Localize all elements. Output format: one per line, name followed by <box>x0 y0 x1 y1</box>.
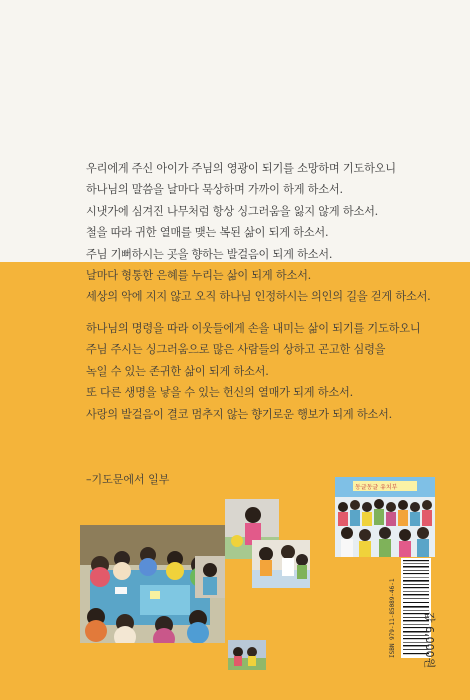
kids-outdoor-photo <box>228 640 266 670</box>
children-crafts-photo <box>252 540 310 588</box>
prayer-credit: –기도문에서 일부 <box>86 473 170 486</box>
price-label: 값 6,000원 <box>423 612 436 669</box>
prayer-line: 하나님의 말씀을 날마다 묵상하며 가까이 하게 하소서. <box>86 183 343 197</box>
prayer-line: 주님 기뻐하시는 곳을 향하는 발걸음이 되게 하소서. <box>86 247 333 261</box>
prayer-paragraph-1 <box>86 158 431 308</box>
group-photo-banner: 동글동글 유치부 <box>355 484 398 491</box>
prayer-paragraph-2 <box>86 318 420 425</box>
prayer-line: 하나님의 명령을 따라 이웃들에게 손을 내미는 삶이 되기를 기도하오니 <box>86 322 421 335</box>
isbn-number: ISBN 979-11-85089-46-1 <box>389 578 396 658</box>
kids-closeup-photo <box>195 556 225 598</box>
prayer-line: 주님 주시는 싱그러움으로 많은 사람들의 상하고 곤고한 심령을 <box>86 343 386 357</box>
prayer-line: 우리에게 주신 아이가 주님의 영광이 되기를 소망하며 기도하오니 <box>86 162 396 175</box>
prayer-line: 시냇가에 심겨진 나무처럼 항상 싱그러움을 잃지 않게 하소서. <box>86 204 379 218</box>
prayer-line: 날마다 형통한 은혜를 누리는 삶이 되게 하소서. <box>86 268 312 282</box>
prayer-line: 또 다른 생명을 낳을 수 있는 헌신의 열매가 되게 하소서. <box>86 386 353 400</box>
prayer-line: 녹일 수 있는 존귀한 삶이 되게 하소서. <box>86 364 269 378</box>
prayer-line: 철을 따라 귀한 열매를 맺는 복된 삶이 되게 하소서. <box>86 226 329 240</box>
prayer-line: 사랑의 발걸음이 결코 멈추지 않는 향기로운 행보가 되게 하소서. <box>86 407 392 421</box>
prayer-line: 세상의 악에 지지 않고 오직 하나님 인정하시는 의인의 길을 걷게 하소서. <box>86 290 431 304</box>
group-class-photo <box>335 477 435 557</box>
